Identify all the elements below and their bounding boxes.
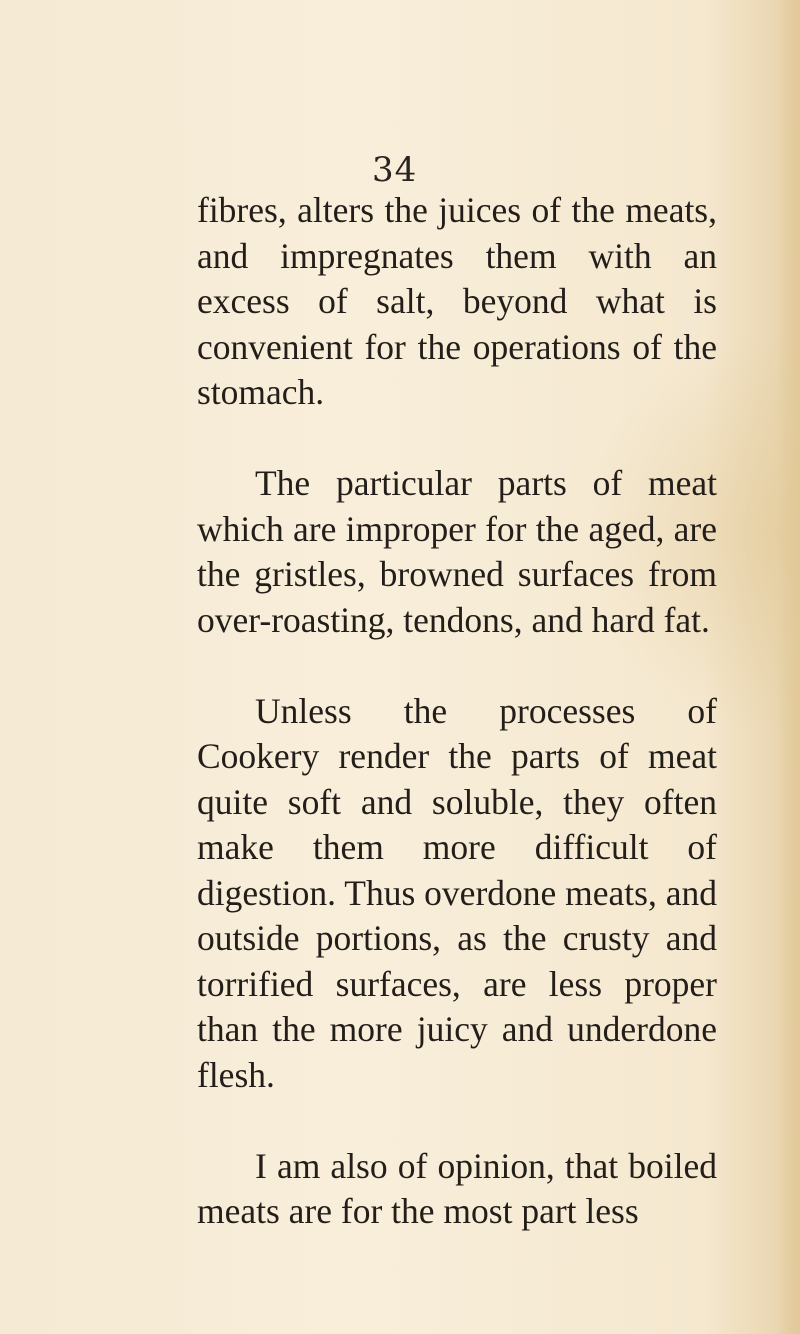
page-body-text (197, 188, 717, 1280)
paragraph-continuation: fibres, alters the juices of the meats, and impregnates them with an excess of salt, beyond what is convenient for the operations of the stomach. (197, 190, 717, 412)
page-number: 34 (372, 150, 418, 190)
paragraph-improper-parts: The particular parts of meat which are improper for the aged, are the gristles, browned surfaces from over-roasting, tendons, and hard fat. (197, 463, 717, 640)
page-edge-shadow (778, 0, 800, 1334)
paragraph-cookery-processes: Unless the processes of Cookery render the parts of meat quite soft and soluble, they often make them more difficult of digestion. Thus overdone meats, and outside portions, as the crusty and torrified surfaces, are less proper than the more juicy and underdone flesh. (197, 690, 717, 1095)
paragraph-boiled-meats: I am also of opinion, that boiled meats are for the most part less (197, 1145, 717, 1231)
